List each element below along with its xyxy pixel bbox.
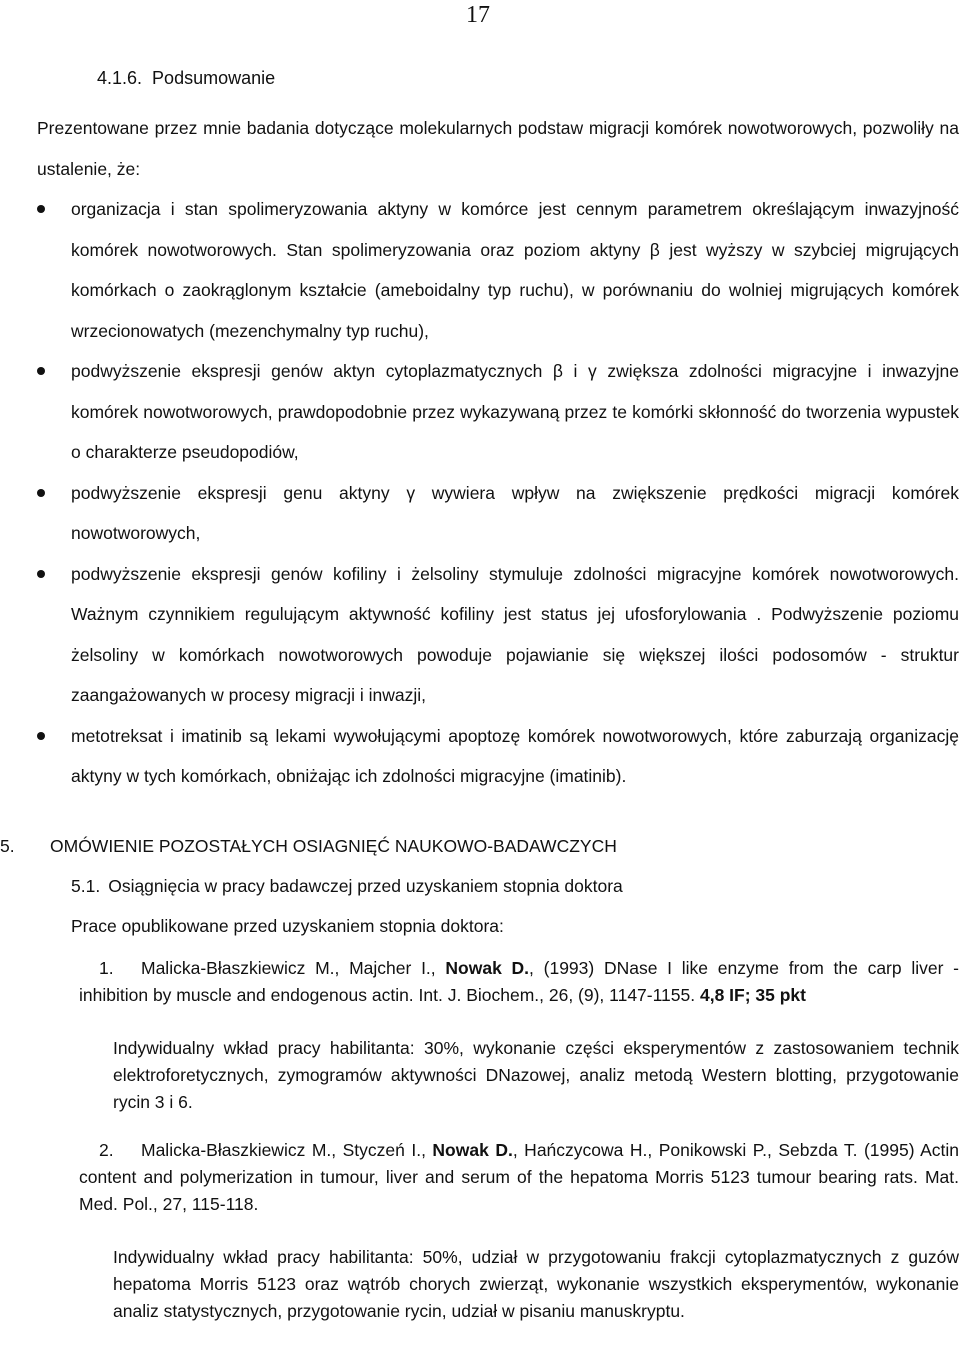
section-number: 5. xyxy=(0,836,15,856)
publication-citation: , Hańczycowa H., Ponikowski P., Sebzda T. (1995) Actin content and polymerization in tumour, liver and serum of the hepatoma Morris 5123 tumour bearing rats. Mat. Med. Pol., 27, 115-118. xyxy=(79,1140,959,1214)
page-number: 17 xyxy=(466,2,490,28)
list-item-text-cont: Ważnym czynnikiem regulującym aktywność kofiliny jest status jej ufosforylowania . Podwyższenie poziomu żelsoliny w komórkach nowotworowych powoduje pojawianie się większej ilości podosomów - struktur zaangażowanych w procesy migracji i inwazji, xyxy=(71,604,959,705)
publication-number: 1. xyxy=(99,958,114,978)
bullet-icon xyxy=(37,732,45,740)
publication-contribution: Indywidualny wkład pracy habilitanta: 30%, wykonanie części eksperymentów z zastosowaniem technik elektroforetycznych, zymogramów aktywności DNazowej, analiz metodą Western blotting, przygotowanie rycin 3 i 6. xyxy=(113,1038,959,1112)
publication-number: 2. xyxy=(99,1140,114,1160)
bullet-icon xyxy=(37,205,45,213)
publication-author-bold: Nowak D. xyxy=(445,958,530,978)
publication-metrics: 4,8 IF; 35 pkt xyxy=(699,985,806,1005)
list-item-text: metotreksat i imatinib są lekami wywołującymi apoptozę komórek nowotworowych, które zaburzają organizację aktyny w tych komórkach, obniżając ich zdolności migracyjne (imatinib). xyxy=(71,725,959,786)
subsection-title: Podsumowanie xyxy=(152,68,276,88)
list-item-text: organizacja i stan spolimeryzowania aktyny w komórce jest cennym parametrem określającym inwazyjność komórek nowotworowych. xyxy=(71,199,959,260)
summary-list xyxy=(0,189,960,797)
subsection-heading xyxy=(97,68,275,89)
list-item xyxy=(0,351,959,473)
publication-author-bold: Nowak D. xyxy=(432,1140,513,1160)
publication-authors: Malicka-Błaszkiewicz M., Styczeń I., xyxy=(141,1140,433,1160)
section-heading-5-1 xyxy=(71,876,623,897)
subsection-number: 4.1.6. xyxy=(97,68,143,88)
list-item xyxy=(0,554,959,716)
list-item-text: podwyższenie ekspresji genu aktyny γ wywiera wpływ na zwiększenie prędkości migracji komórek nowotworowych, xyxy=(71,482,959,543)
list-item-text: podwyższenie ekspresji genów kofiliny i żelsoliny stymuluje zdolności migracyjne komórek nowotworowych. xyxy=(71,563,959,584)
intro-paragraph: Prezentowane przez mnie badania dotyczące molekularnych podstaw migracji komórek nowotworowych, pozwoliły na ustalenie, że: xyxy=(37,118,959,179)
section-title: Osiągnięcia w pracy badawczej przed uzyskaniem stopnia doktora xyxy=(108,876,623,896)
section-title: OMÓWIENIE POZOSTAŁYCH OSIAGNIĘĆ NAUKOWO-BADAWCZYCH xyxy=(50,836,617,856)
list-item xyxy=(0,189,959,351)
list-item xyxy=(0,473,959,554)
bullet-icon xyxy=(37,570,45,578)
publication-entry xyxy=(79,955,959,1009)
bullet-icon xyxy=(37,367,45,375)
publication-citation: , (1993) DNase I like enzyme from the carp liver - inhibition by muscle and endogenous actin. Int. J. Biochem., 26, (9), 1147-1155. xyxy=(79,958,959,1005)
section-number: 5.1. xyxy=(71,876,101,896)
list-item xyxy=(0,716,959,797)
publications-heading: Prace opublikowane przed uzyskaniem stopnia doktora: xyxy=(71,916,504,936)
publication-entry xyxy=(79,1137,959,1218)
bullet-icon xyxy=(37,489,45,497)
list-item-text: podwyższenie ekspresji genów aktyn cytoplazmatycznych β i γ zwiększa zdolności migracyjne i inwazyjne komórek nowotworowych, prawdopodobnie przez wykazywaną przez te komórki skłonność do tworzenia wypustek o charakterze pseudopodiów, xyxy=(71,361,959,462)
publication-authors: Malicka-Błaszkiewicz M., Majcher I., xyxy=(141,958,446,978)
list-item-text-cont: Stan spolimeryzowania oraz poziom aktyny β jest wyższy w szybciej migrujących komórkach o zaokrąglonym kształcie (ameboidalny typ ruchu), w porównaniu do wolniej migrujących komórek wrzecionowatych (mezenchymalny typ ruchu), xyxy=(71,239,960,341)
publication-contribution: Indywidualny wkład pracy habilitanta: 50%, udział w przygotowaniu frakcji cytoplazmatycznych z guzów hepatoma Morris 5123 oraz wątrób chorych zwierząt, wykonanie wszystkich eksperymentów, wykonanie analiz statystycznych, przygotowanie rycin, udział w pisaniu manuskryptu. xyxy=(113,1247,959,1321)
